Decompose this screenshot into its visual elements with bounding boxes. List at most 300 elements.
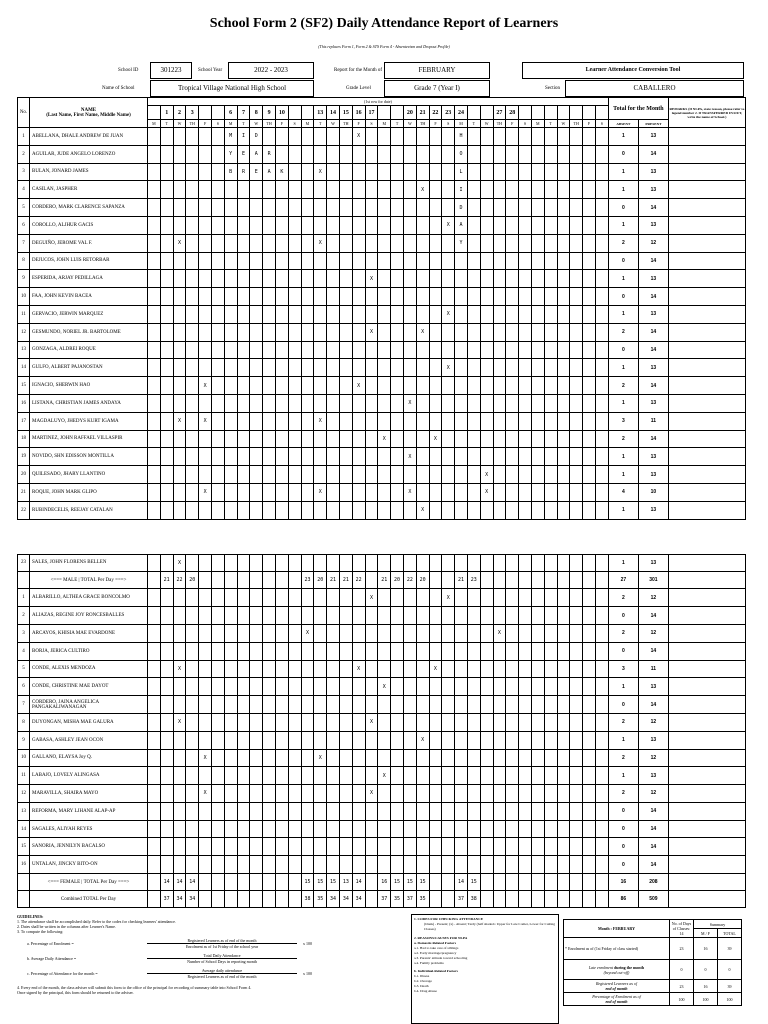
attendance-cell[interactable]: [365, 838, 378, 856]
attendance-cell[interactable]: [160, 430, 173, 448]
attendance-cell[interactable]: [403, 466, 416, 484]
remarks-cell[interactable]: [668, 501, 745, 519]
attendance-cell[interactable]: [288, 713, 301, 731]
attendance-cell[interactable]: [352, 678, 365, 696]
attendance-cell[interactable]: [544, 377, 557, 395]
attendance-cell[interactable]: [224, 252, 237, 270]
attendance-cell[interactable]: [570, 483, 583, 501]
attendance-cell[interactable]: [199, 270, 212, 288]
attendance-cell[interactable]: [237, 288, 250, 306]
attendance-cell[interactable]: X: [378, 767, 391, 785]
attendance-cell[interactable]: A: [250, 145, 263, 163]
attendance-cell[interactable]: [480, 359, 493, 377]
attendance-cell[interactable]: [416, 341, 429, 359]
attendance-cell[interactable]: [314, 216, 327, 234]
attendance-cell[interactable]: [352, 838, 365, 856]
attendance-cell[interactable]: [519, 128, 532, 146]
attendance-cell[interactable]: [519, 270, 532, 288]
school-year-field[interactable]: 2022 - 2023: [228, 62, 314, 79]
attendance-cell[interactable]: [378, 731, 391, 749]
attendance-cell[interactable]: [365, 501, 378, 519]
attendance-cell[interactable]: [493, 305, 506, 323]
attendance-cell[interactable]: [263, 767, 276, 785]
attendance-cell[interactable]: [211, 767, 224, 785]
attendance-cell[interactable]: [237, 341, 250, 359]
attendance-cell[interactable]: [378, 448, 391, 466]
attendance-cell[interactable]: [416, 713, 429, 731]
attendance-cell[interactable]: [467, 323, 480, 341]
attendance-cell[interactable]: [365, 216, 378, 234]
attendance-cell[interactable]: [378, 128, 391, 146]
attendance-cell[interactable]: [186, 483, 199, 501]
attendance-cell[interactable]: [224, 607, 237, 625]
attendance-cell[interactable]: [570, 270, 583, 288]
attendance-cell[interactable]: [506, 607, 519, 625]
attendance-cell[interactable]: [160, 501, 173, 519]
attendance-cell[interactable]: [263, 660, 276, 678]
attendance-cell[interactable]: [391, 660, 404, 678]
attendance-cell[interactable]: [160, 216, 173, 234]
attendance-cell[interactable]: [224, 731, 237, 749]
attendance-cell[interactable]: [570, 412, 583, 430]
attendance-cell[interactable]: [327, 466, 340, 484]
attendance-cell[interactable]: [339, 660, 352, 678]
attendance-cell[interactable]: [391, 767, 404, 785]
attendance-cell[interactable]: [288, 377, 301, 395]
attendance-cell[interactable]: [250, 234, 263, 252]
attendance-cell[interactable]: [224, 785, 237, 803]
attendance-cell[interactable]: [186, 589, 199, 607]
attendance-cell[interactable]: [531, 767, 544, 785]
attendance-cell[interactable]: [224, 394, 237, 412]
attendance-cell[interactable]: [173, 466, 186, 484]
attendance-cell[interactable]: [416, 430, 429, 448]
attendance-cell[interactable]: [442, 252, 455, 270]
attendance-cell[interactable]: [544, 589, 557, 607]
attendance-cell[interactable]: X: [429, 660, 442, 678]
attendance-cell[interactable]: [186, 713, 199, 731]
attendance-cell[interactable]: [263, 323, 276, 341]
attendance-cell[interactable]: [391, 731, 404, 749]
attendance-cell[interactable]: [250, 394, 263, 412]
attendance-cell[interactable]: [327, 234, 340, 252]
attendance-cell[interactable]: [339, 624, 352, 642]
attendance-cell[interactable]: [429, 696, 442, 714]
attendance-cell[interactable]: [288, 642, 301, 660]
remarks-cell[interactable]: [668, 128, 745, 146]
attendance-cell[interactable]: [595, 589, 608, 607]
attendance-cell[interactable]: [403, 216, 416, 234]
attendance-cell[interactable]: [173, 767, 186, 785]
attendance-cell[interactable]: [557, 305, 570, 323]
attendance-cell[interactable]: [378, 589, 391, 607]
attendance-cell[interactable]: [237, 199, 250, 217]
attendance-cell[interactable]: [455, 377, 468, 395]
attendance-cell[interactable]: [506, 341, 519, 359]
attendance-cell[interactable]: [160, 856, 173, 874]
attendance-cell[interactable]: X: [442, 589, 455, 607]
attendance-cell[interactable]: [160, 145, 173, 163]
attendance-cell[interactable]: [480, 288, 493, 306]
attendance-cell[interactable]: [199, 199, 212, 217]
attendance-cell[interactable]: [506, 466, 519, 484]
attendance-cell[interactable]: [327, 377, 340, 395]
attendance-cell[interactable]: [275, 359, 288, 377]
attendance-cell[interactable]: [237, 820, 250, 838]
attendance-cell[interactable]: [160, 607, 173, 625]
attendance-cell[interactable]: [314, 589, 327, 607]
attendance-cell[interactable]: [544, 696, 557, 714]
attendance-cell[interactable]: [186, 216, 199, 234]
attendance-cell[interactable]: [224, 767, 237, 785]
attendance-cell[interactable]: [570, 767, 583, 785]
attendance-cell[interactable]: [199, 181, 212, 199]
attendance-cell[interactable]: [467, 767, 480, 785]
attendance-cell[interactable]: [442, 856, 455, 874]
attendance-cell[interactable]: [531, 678, 544, 696]
attendance-cell[interactable]: [442, 678, 455, 696]
attendance-cell[interactable]: [429, 394, 442, 412]
attendance-cell[interactable]: X: [416, 501, 429, 519]
attendance-cell[interactable]: [237, 234, 250, 252]
attendance-cell[interactable]: X: [199, 412, 212, 430]
attendance-cell[interactable]: [557, 802, 570, 820]
attendance-cell[interactable]: [378, 323, 391, 341]
attendance-cell[interactable]: [186, 448, 199, 466]
attendance-cell[interactable]: [148, 642, 161, 660]
attendance-cell[interactable]: [199, 802, 212, 820]
attendance-cell[interactable]: [148, 660, 161, 678]
attendance-cell[interactable]: [506, 181, 519, 199]
attendance-cell[interactable]: [378, 359, 391, 377]
attendance-cell[interactable]: [160, 323, 173, 341]
attendance-cell[interactable]: [531, 501, 544, 519]
attendance-cell[interactable]: [429, 678, 442, 696]
attendance-cell[interactable]: [250, 589, 263, 607]
attendance-cell[interactable]: [403, 856, 416, 874]
attendance-cell[interactable]: [211, 678, 224, 696]
attendance-cell[interactable]: [224, 430, 237, 448]
attendance-cell[interactable]: [250, 288, 263, 306]
attendance-cell[interactable]: [224, 323, 237, 341]
attendance-cell[interactable]: [173, 145, 186, 163]
attendance-cell[interactable]: [301, 642, 314, 660]
attendance-cell[interactable]: [480, 199, 493, 217]
attendance-cell[interactable]: [570, 394, 583, 412]
attendance-cell[interactable]: [352, 713, 365, 731]
attendance-cell[interactable]: [237, 838, 250, 856]
attendance-cell[interactable]: [327, 696, 340, 714]
attendance-cell[interactable]: X: [480, 466, 493, 484]
attendance-cell[interactable]: [570, 589, 583, 607]
attendance-cell[interactable]: X: [378, 430, 391, 448]
attendance-cell[interactable]: [544, 448, 557, 466]
attendance-cell[interactable]: [327, 448, 340, 466]
attendance-cell[interactable]: [327, 802, 340, 820]
attendance-cell[interactable]: [391, 199, 404, 217]
attendance-cell[interactable]: [211, 305, 224, 323]
attendance-cell[interactable]: [391, 448, 404, 466]
attendance-cell[interactable]: [186, 181, 199, 199]
attendance-cell[interactable]: [519, 305, 532, 323]
attendance-cell[interactable]: E: [237, 145, 250, 163]
attendance-cell[interactable]: [557, 412, 570, 430]
attendance-cell[interactable]: [378, 412, 391, 430]
attendance-cell[interactable]: [352, 270, 365, 288]
attendance-cell[interactable]: [531, 305, 544, 323]
attendance-cell[interactable]: [148, 838, 161, 856]
attendance-cell[interactable]: [173, 163, 186, 181]
attendance-cell[interactable]: [211, 607, 224, 625]
attendance-cell[interactable]: [595, 341, 608, 359]
attendance-cell[interactable]: [544, 323, 557, 341]
attendance-cell[interactable]: X: [199, 785, 212, 803]
attendance-cell[interactable]: [378, 785, 391, 803]
attendance-cell[interactable]: [199, 696, 212, 714]
attendance-cell[interactable]: [429, 323, 442, 341]
attendance-cell[interactable]: [442, 838, 455, 856]
attendance-cell[interactable]: [378, 696, 391, 714]
attendance-cell[interactable]: [339, 501, 352, 519]
attendance-cell[interactable]: [595, 181, 608, 199]
attendance-cell[interactable]: [263, 713, 276, 731]
attendance-cell[interactable]: [583, 554, 596, 572]
attendance-cell[interactable]: [455, 660, 468, 678]
attendance-cell[interactable]: [173, 678, 186, 696]
attendance-cell[interactable]: [595, 802, 608, 820]
attendance-cell[interactable]: [455, 802, 468, 820]
attendance-cell[interactable]: [480, 323, 493, 341]
attendance-cell[interactable]: [506, 713, 519, 731]
attendance-cell[interactable]: [531, 607, 544, 625]
attendance-cell[interactable]: [595, 305, 608, 323]
attendance-cell[interactable]: [148, 731, 161, 749]
attendance-cell[interactable]: [148, 483, 161, 501]
attendance-cell[interactable]: [275, 731, 288, 749]
attendance-cell[interactable]: [352, 145, 365, 163]
attendance-cell[interactable]: [211, 589, 224, 607]
attendance-cell[interactable]: [288, 554, 301, 572]
attendance-cell[interactable]: [327, 607, 340, 625]
attendance-cell[interactable]: [455, 323, 468, 341]
attendance-cell[interactable]: [480, 448, 493, 466]
attendance-cell[interactable]: [301, 731, 314, 749]
attendance-cell[interactable]: [467, 820, 480, 838]
attendance-cell[interactable]: [493, 341, 506, 359]
attendance-cell[interactable]: [365, 607, 378, 625]
attendance-cell[interactable]: [199, 642, 212, 660]
attendance-cell[interactable]: [531, 288, 544, 306]
attendance-cell[interactable]: [275, 642, 288, 660]
attendance-cell[interactable]: [429, 128, 442, 146]
attendance-cell[interactable]: [429, 624, 442, 642]
attendance-cell[interactable]: [378, 554, 391, 572]
attendance-cell[interactable]: [391, 589, 404, 607]
attendance-cell[interactable]: [263, 589, 276, 607]
attendance-cell[interactable]: [557, 642, 570, 660]
attendance-cell[interactable]: [403, 430, 416, 448]
attendance-cell[interactable]: [416, 270, 429, 288]
attendance-cell[interactable]: [378, 305, 391, 323]
attendance-cell[interactable]: [429, 713, 442, 731]
remarks-cell[interactable]: [668, 377, 745, 395]
attendance-cell[interactable]: [570, 128, 583, 146]
attendance-cell[interactable]: [365, 341, 378, 359]
attendance-cell[interactable]: [583, 412, 596, 430]
attendance-cell[interactable]: [365, 642, 378, 660]
attendance-cell[interactable]: [531, 377, 544, 395]
attendance-cell[interactable]: Y: [455, 234, 468, 252]
attendance-cell[interactable]: [237, 731, 250, 749]
attendance-cell[interactable]: [480, 252, 493, 270]
attendance-cell[interactable]: [442, 234, 455, 252]
attendance-cell[interactable]: [480, 430, 493, 448]
attendance-cell[interactable]: [467, 377, 480, 395]
attendance-cell[interactable]: [314, 128, 327, 146]
attendance-cell[interactable]: [455, 341, 468, 359]
attendance-cell[interactable]: [506, 483, 519, 501]
attendance-cell[interactable]: [442, 483, 455, 501]
attendance-cell[interactable]: [493, 501, 506, 519]
attendance-cell[interactable]: X: [403, 394, 416, 412]
attendance-cell[interactable]: [288, 785, 301, 803]
attendance-cell[interactable]: [365, 377, 378, 395]
attendance-cell[interactable]: [595, 216, 608, 234]
attendance-cell[interactable]: [314, 199, 327, 217]
attendance-cell[interactable]: [506, 624, 519, 642]
attendance-cell[interactable]: [544, 163, 557, 181]
attendance-cell[interactable]: [237, 181, 250, 199]
attendance-cell[interactable]: [339, 554, 352, 572]
attendance-cell[interactable]: [391, 483, 404, 501]
attendance-cell[interactable]: [237, 430, 250, 448]
attendance-cell[interactable]: [442, 270, 455, 288]
attendance-cell[interactable]: [352, 589, 365, 607]
attendance-cell[interactable]: [327, 483, 340, 501]
attendance-cell[interactable]: [455, 412, 468, 430]
attendance-cell[interactable]: [237, 412, 250, 430]
attendance-cell[interactable]: X: [493, 624, 506, 642]
attendance-cell[interactable]: [173, 394, 186, 412]
attendance-cell[interactable]: [352, 181, 365, 199]
attendance-cell[interactable]: [403, 624, 416, 642]
attendance-cell[interactable]: [403, 731, 416, 749]
attendance-cell[interactable]: [186, 820, 199, 838]
attendance-cell[interactable]: [288, 501, 301, 519]
attendance-cell[interactable]: [365, 696, 378, 714]
attendance-cell[interactable]: [250, 838, 263, 856]
attendance-cell[interactable]: [173, 128, 186, 146]
attendance-cell[interactable]: [148, 145, 161, 163]
attendance-cell[interactable]: [557, 216, 570, 234]
attendance-cell[interactable]: [224, 624, 237, 642]
attendance-cell[interactable]: [429, 501, 442, 519]
attendance-cell[interactable]: [339, 731, 352, 749]
attendance-cell[interactable]: [480, 181, 493, 199]
attendance-cell[interactable]: [211, 856, 224, 874]
attendance-cell[interactable]: [275, 696, 288, 714]
attendance-cell[interactable]: [288, 607, 301, 625]
attendance-cell[interactable]: [557, 749, 570, 767]
attendance-cell[interactable]: [455, 838, 468, 856]
attendance-cell[interactable]: [531, 145, 544, 163]
attendance-cell[interactable]: [301, 501, 314, 519]
attendance-cell[interactable]: [519, 483, 532, 501]
attendance-cell[interactable]: [416, 607, 429, 625]
attendance-cell[interactable]: X: [314, 749, 327, 767]
attendance-cell[interactable]: [263, 624, 276, 642]
attendance-cell[interactable]: [301, 234, 314, 252]
attendance-cell[interactable]: [416, 252, 429, 270]
summary-enrolment-f[interactable]: 16: [694, 938, 718, 960]
attendance-cell[interactable]: [327, 270, 340, 288]
attendance-cell[interactable]: [160, 377, 173, 395]
attendance-cell[interactable]: [480, 554, 493, 572]
attendance-cell[interactable]: E: [250, 163, 263, 181]
attendance-cell[interactable]: [519, 216, 532, 234]
attendance-cell[interactable]: [467, 216, 480, 234]
attendance-cell[interactable]: [531, 554, 544, 572]
attendance-cell[interactable]: [506, 234, 519, 252]
attendance-cell[interactable]: [250, 252, 263, 270]
attendance-cell[interactable]: [557, 323, 570, 341]
attendance-cell[interactable]: [455, 696, 468, 714]
attendance-cell[interactable]: [595, 820, 608, 838]
attendance-cell[interactable]: [467, 838, 480, 856]
attendance-cell[interactable]: [467, 234, 480, 252]
attendance-cell[interactable]: [314, 359, 327, 377]
attendance-cell[interactable]: [327, 199, 340, 217]
remarks-cell[interactable]: [668, 323, 745, 341]
attendance-cell[interactable]: [250, 731, 263, 749]
attendance-cell[interactable]: [467, 394, 480, 412]
attendance-cell[interactable]: [557, 341, 570, 359]
attendance-cell[interactable]: [403, 341, 416, 359]
attendance-cell[interactable]: [148, 624, 161, 642]
attendance-cell[interactable]: [519, 430, 532, 448]
attendance-cell[interactable]: [339, 216, 352, 234]
summary-late-f[interactable]: 0: [694, 960, 718, 980]
attendance-cell[interactable]: [480, 270, 493, 288]
attendance-cell[interactable]: [570, 377, 583, 395]
attendance-cell[interactable]: [339, 642, 352, 660]
attendance-cell[interactable]: [160, 341, 173, 359]
attendance-cell[interactable]: [365, 466, 378, 484]
attendance-cell[interactable]: [199, 856, 212, 874]
attendance-cell[interactable]: [570, 199, 583, 217]
attendance-cell[interactable]: [506, 199, 519, 217]
attendance-cell[interactable]: [557, 624, 570, 642]
attendance-cell[interactable]: [467, 448, 480, 466]
attendance-cell[interactable]: [224, 483, 237, 501]
attendance-cell[interactable]: X: [378, 678, 391, 696]
attendance-cell[interactable]: [455, 642, 468, 660]
attendance-cell[interactable]: [339, 305, 352, 323]
attendance-cell[interactable]: [237, 642, 250, 660]
attendance-cell[interactable]: [557, 270, 570, 288]
attendance-cell[interactable]: [391, 642, 404, 660]
attendance-cell[interactable]: [378, 607, 391, 625]
attendance-cell[interactable]: [403, 323, 416, 341]
attendance-cell[interactable]: [160, 731, 173, 749]
attendance-cell[interactable]: [595, 607, 608, 625]
attendance-cell[interactable]: [583, 696, 596, 714]
attendance-cell[interactable]: [211, 394, 224, 412]
attendance-cell[interactable]: [455, 270, 468, 288]
attendance-cell[interactable]: [160, 838, 173, 856]
attendance-cell[interactable]: [288, 270, 301, 288]
attendance-cell[interactable]: [314, 856, 327, 874]
